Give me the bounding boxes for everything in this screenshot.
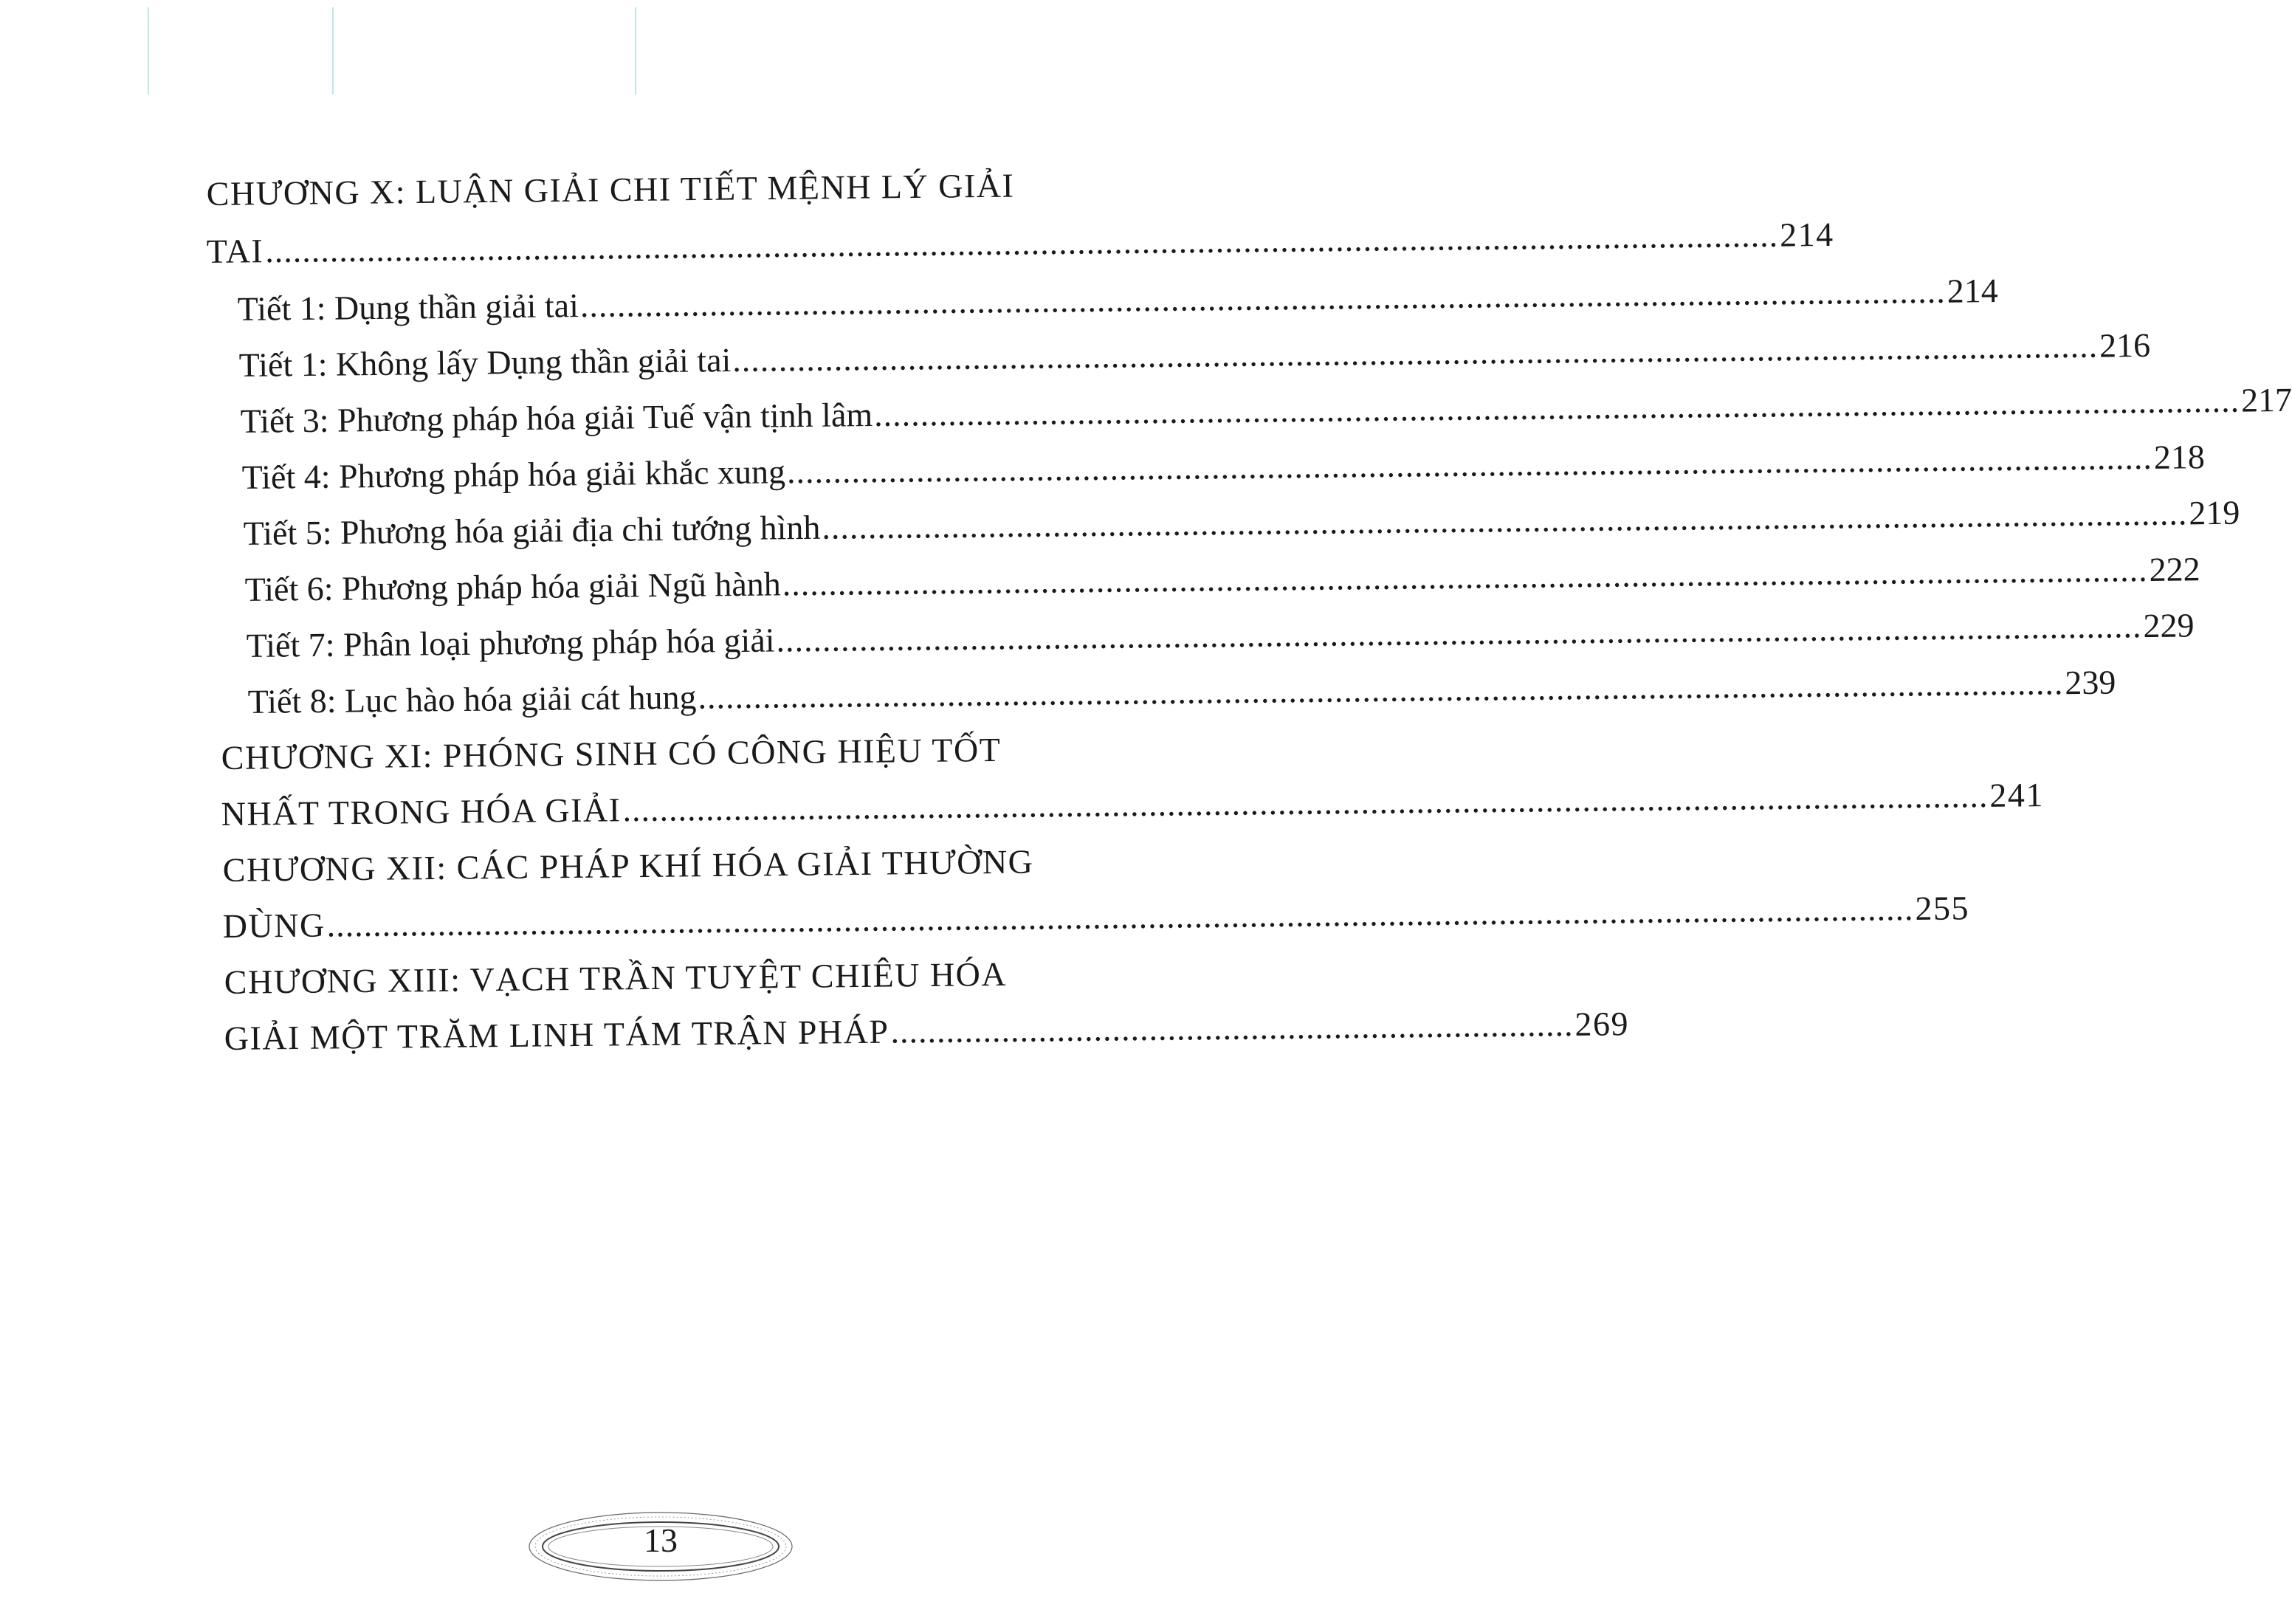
toc-chapter-xi-entry[interactable]: NHẤT TRONG HÓA GIẢI .................................................................................................................................................... 241	[221, 776, 2045, 833]
page-ref: 216	[2099, 326, 2151, 365]
page-ref: 222	[2149, 550, 2200, 588]
page-ref: 218	[2153, 438, 2206, 476]
page-ref: 239	[2065, 663, 2116, 702]
page-number-badge	[524, 1506, 797, 1587]
page-ref: 269	[1575, 1005, 1630, 1043]
toc-section-entry[interactable]: Tiết 6: Phương pháp hóa giải Ngũ hành .................................................................................................................................................... 222	[244, 550, 2200, 608]
page-ref: 255	[1915, 889, 1970, 927]
dot-leader: ....................................................................................................................................................	[622, 776, 1989, 829]
page-ref: 219	[2189, 493, 2240, 532]
dot-leader: ....................................................................................................................................................	[579, 272, 1947, 325]
toc-chapter-xii-entry[interactable]: DÙNG ............................................................................................................................................................................ 255	[222, 889, 1970, 945]
page-number: 13	[644, 1521, 678, 1559]
toc-section-entry[interactable]: Tiết 8: Lục hào hóa giải cát hung .................................................................................................................................................... 239	[247, 663, 2116, 720]
toc-section-entry[interactable]: Tiết 4: Phương pháp hóa giải khắc xung .................................................................................................................................................... 218	[241, 438, 2206, 496]
dot-leader: ....................................................................................................................................................	[873, 381, 2240, 434]
toc-chapter-xiii-title-line1: CHƯƠNG XIII: VẠCH TRẦN TUYỆT CHIÊU HÓA	[224, 954, 1008, 1001]
toc-section-entry[interactable]: Tiết 1: Dụng thần giải tai .................................................................................................................................................... 214	[237, 272, 1999, 328]
page-ref: 214	[1779, 215, 1834, 254]
dot-leader: ....................................................................................................................................................	[732, 326, 2099, 379]
toc-chapter-x-title-line1: CHƯƠNG X: LUẬN GIẢI CHI TIẾT MỆNH LÝ GIẢI	[206, 166, 1015, 213]
page-ref: 217	[2240, 380, 2292, 419]
dot-leader: ....................................................................................................................................................	[698, 664, 2064, 716]
toc-section-entry[interactable]: Tiết 7: Phân loại phương pháp hóa giải .................................................................................................................................................... 229	[246, 606, 2195, 664]
toc-chapter-x-entry[interactable]: TAI .................................................................................................................................................................... 214	[206, 215, 1834, 270]
toc-chapter-xi-title-line1: CHƯƠNG XI: PHÓNG SINH CÓ CÔNG HIỆU TỐT	[221, 730, 1002, 777]
dot-leader: ............................................................................................................................................................................	[326, 890, 1914, 944]
toc-section-entry[interactable]: Tiết 5: Phương hóa giải địa chi tướng hình .................................................................................................................................................... 219	[243, 493, 2240, 552]
dot-leader: ....................................................................................................................................................	[782, 551, 2148, 603]
dot-leader: ....................................................................................................................................................	[776, 607, 2142, 659]
page-ref: 241	[1989, 776, 2045, 814]
toc-chapter-xiii-entry[interactable]: GIẢI MỘT TRĂM LINH TÁM TRẬN PHÁP .......................................................................... 269	[224, 1005, 1630, 1057]
toc-chapter-xii-title-line1: CHƯƠNG XII: CÁC PHÁP KHÍ HÓA GIẢI THƯỜNG	[222, 842, 1034, 889]
toc-section-entry[interactable]: Tiết 1: Không lấy Dụng thần giải tai .................................................................................................................................................... 216	[238, 326, 2151, 384]
dot-leader: ....................................................................................................................................................................	[264, 216, 1779, 270]
page-ref: 229	[2143, 606, 2195, 645]
dot-leader: ....................................................................................................................................................	[786, 438, 2153, 491]
page-ref: 214	[1947, 272, 1999, 310]
dot-leader: ..........................................................................	[890, 1005, 1574, 1050]
toc-section-entry[interactable]: Tiết 3: Phương pháp hóa giải Tuế vận tịnh lâm .................................................................................................................................................... 217	[240, 380, 2292, 440]
dot-leader: ....................................................................................................................................................	[822, 494, 2188, 546]
